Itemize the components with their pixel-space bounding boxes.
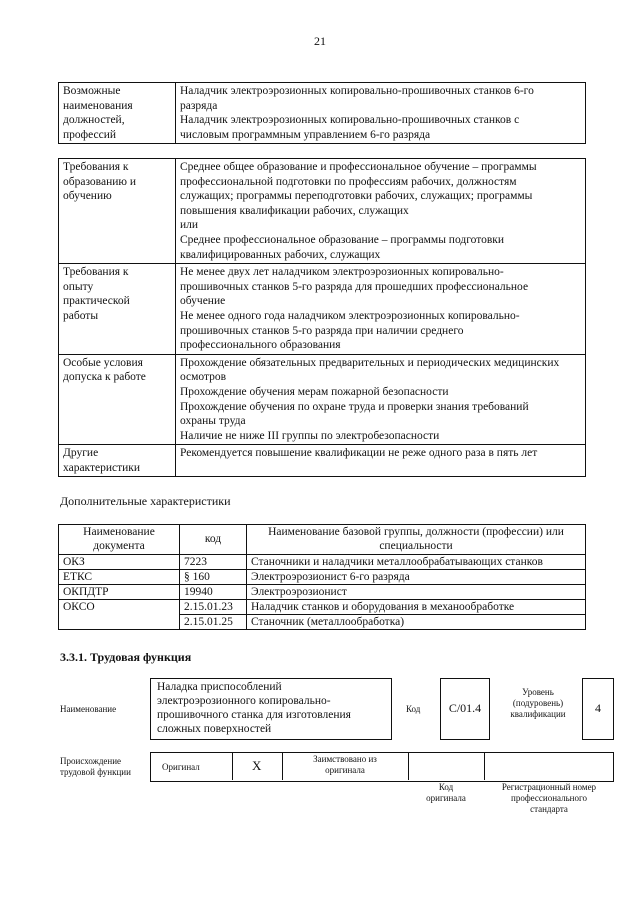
origin-label-line: трудовой функции <box>60 767 131 777</box>
value-line: профессиональной подготовки по профессиям рабочих, должностям <box>180 175 517 188</box>
borrowed-label <box>284 754 406 776</box>
divider <box>232 752 233 780</box>
doc-cell: ОКПДТР <box>59 585 180 600</box>
reg-num-line: Регистрационный номер <box>501 782 597 792</box>
value-line: квалифицированных рабочих, служащих <box>180 248 381 261</box>
doc-header <box>59 525 180 555</box>
name-header <box>247 525 586 555</box>
table-row <box>59 354 586 445</box>
value-line: Рекомендуется повышение квалификации не реже одного раза в пять лет <box>180 447 538 460</box>
level-value: 4 <box>595 701 601 715</box>
code-header: код <box>180 525 247 555</box>
label-line: образованию и <box>63 175 136 188</box>
row-value <box>176 354 586 445</box>
code-cell: 2.15.01.25 <box>180 615 247 630</box>
label-line: Другие <box>63 447 99 460</box>
code-label: Код <box>406 704 421 714</box>
level-label-line: (подуровень) <box>512 698 564 708</box>
doc-cell: ОКЗ <box>59 555 180 570</box>
doc-cell: ОКСО <box>59 600 180 630</box>
value-line: Наладчик электроэрозионных копировально-прошивочных станков 6-го <box>180 85 534 97</box>
requirements-table <box>58 158 586 477</box>
row-label <box>59 83 176 144</box>
table-row <box>59 83 586 144</box>
label-line: Требования к <box>63 266 129 279</box>
function-code-value: C/01.4 <box>448 701 482 715</box>
value-line: Среднее профессиональное образование – программы подготовки <box>180 233 505 246</box>
value-line: Не менее двух лет наладчиком электроэрозионных копировально- <box>180 266 504 279</box>
value-line: Не менее одного года наладчиком электроэрозионных копировально- <box>180 309 520 322</box>
reg-num-line: профессионального <box>511 793 587 803</box>
code-orig-label <box>408 782 484 804</box>
header-line: Наименование базовой группы, должности (профессии) или <box>268 526 564 538</box>
table-row <box>59 445 586 477</box>
value-line: разряда <box>180 99 218 112</box>
additional-table <box>58 524 586 630</box>
function-heading: 3.3.1. Трудовая функция <box>60 650 192 664</box>
code-orig-line: оригинала <box>426 793 466 803</box>
label-line: наименования <box>63 99 133 112</box>
label-line: опыту <box>63 280 94 293</box>
row-label <box>59 159 176 264</box>
name-label: Наименование <box>60 704 117 714</box>
level-box <box>582 678 614 740</box>
row-label <box>59 264 176 355</box>
row-label <box>59 445 176 477</box>
label-line: Требования к <box>63 161 129 173</box>
header-line: документа <box>93 539 145 552</box>
label-line: допуска к работе <box>63 371 146 384</box>
page-number: 21 <box>314 34 326 48</box>
label-line: Возможные <box>63 85 121 97</box>
table-header-row <box>59 525 586 555</box>
borrowed-line: Заимствовано из <box>313 754 377 764</box>
value-line: прошивочных станков 5-го разряда для прошедших профессиональное <box>180 280 529 293</box>
value-line: Прохождение обучения по охране труда и проверки знания требований <box>180 400 529 413</box>
row-label <box>59 354 176 445</box>
level-label <box>500 687 576 720</box>
name-cell: Электроэрозионист <box>247 585 586 600</box>
value-line: Среднее общее образование и профессиональное обучение – программы <box>180 161 537 173</box>
row-value <box>176 264 586 355</box>
row-value <box>176 445 586 477</box>
row-value <box>176 83 586 144</box>
origin-label-line: Происхождение <box>60 756 122 766</box>
label-line: Особые условия <box>63 356 143 369</box>
table-row <box>59 555 586 570</box>
value-line: Наличие не ниже III группы по электробезопасности <box>180 429 440 442</box>
origin-label <box>60 756 131 778</box>
row-value <box>176 159 586 264</box>
name-line: сложных поверхностей <box>157 723 272 735</box>
table-row <box>59 600 586 615</box>
label-line: обучению <box>63 190 112 203</box>
borrowed-line: оригинала <box>325 765 365 775</box>
code-orig-line: Код <box>438 782 454 792</box>
level-label-line: Уровень <box>522 687 554 697</box>
name-line: Наладка приспособлений <box>157 681 282 693</box>
value-line: Прохождение обучения мерам пожарной безопасности <box>180 385 449 398</box>
value-line: или <box>180 219 199 232</box>
table-row <box>59 585 586 600</box>
name-cell: Наладчик станков и оборудования в механообработке <box>247 600 586 615</box>
divider <box>282 752 283 780</box>
header-line: Наименование <box>83 526 155 538</box>
header-line: специальности <box>379 539 453 552</box>
original-mark: X <box>252 758 262 773</box>
name-line: электроэрозионного копировально- <box>157 695 331 707</box>
divider <box>484 752 485 780</box>
name-cell: Станочник (металлообработка) <box>247 615 586 630</box>
label-line: характеристики <box>63 461 141 474</box>
function-code-box <box>440 678 490 740</box>
reg-num-label <box>486 782 612 815</box>
value-line: обучение <box>180 295 226 308</box>
value-line: Наладчик электроэрозионных копировально-прошивочных станков с <box>180 114 520 127</box>
table-row <box>59 159 586 264</box>
value-line: числовым программным управлением 6-го разряда <box>180 128 431 141</box>
table-row <box>59 264 586 355</box>
code-cell: 7223 <box>180 555 247 570</box>
name-line: прошивочного станка для изготовления <box>157 709 351 721</box>
label-line: практической <box>63 295 130 308</box>
original-label: Оригинал <box>162 762 200 772</box>
value-line: повышения квалификации рабочих, служащих <box>180 204 409 217</box>
code-cell: § 160 <box>180 570 247 585</box>
additional-title: Дополнительные характеристики <box>60 494 231 508</box>
divider <box>408 752 409 780</box>
name-cell: Электроэрозионист 6-го разряда <box>247 570 586 585</box>
label-line: профессий <box>63 128 117 141</box>
name-cell: Станочники и наладчики металлообрабатывающих станков <box>247 555 586 570</box>
label-line: работы <box>63 309 99 322</box>
reg-num-line: стандарта <box>530 804 568 814</box>
function-name-box <box>150 678 392 740</box>
value-line: профессионального образования <box>180 339 341 352</box>
value-line: осмотров <box>180 371 227 384</box>
label-line: должностей, <box>63 114 125 127</box>
table-row <box>59 570 586 585</box>
value-line: охраны труда <box>180 415 246 428</box>
code-cell: 19940 <box>180 585 247 600</box>
value-line: Прохождение обязательных предварительных и периодических медицинских <box>180 356 560 369</box>
value-line: служащих; программы переподготовки рабочих, служащих; программы <box>180 190 533 203</box>
level-label-line: квалификации <box>510 709 566 719</box>
code-cell: 2.15.01.23 <box>180 600 247 615</box>
doc-cell: ЕТКС <box>59 570 180 585</box>
value-line: прошивочных станков 5-го разряда при наличии среднего <box>180 324 464 337</box>
profile-table <box>58 82 586 144</box>
